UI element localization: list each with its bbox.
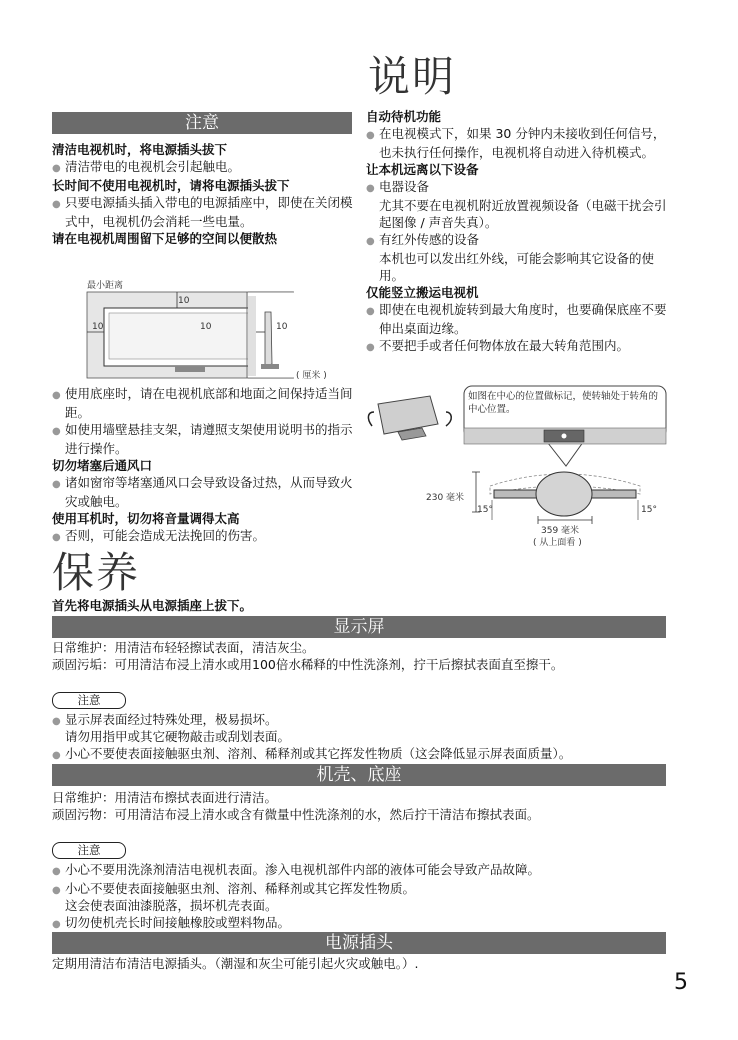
caution-left-column-2 — [52, 385, 354, 546]
clearance-right: 10 — [200, 322, 212, 332]
cabinet-bullet-rubber: ● 切勿使机壳长时间接触橡胶或塑料物品。 — [52, 915, 291, 930]
bullet-stand-edge: ● 即使在电视机旋转到最大角度时，也要确保底座不要伸出桌面边缘。 — [366, 301, 668, 337]
note-infrared: 本机也可以发出红外线，可能会影响其它设备的使用。 — [379, 251, 655, 283]
display-stubborn-dirt: 顽固污垢：可用清洁布浸上清水或用100倍水稀释的中性洗涤剂，拧干后擦拭表面直至擦干。 — [52, 657, 564, 672]
clearance-left: 10 — [92, 322, 104, 332]
bullet-electrical-devices: ● 电器设备 — [366, 178, 668, 197]
angle-left-label: 15° — [477, 505, 493, 515]
right-column — [366, 108, 668, 356]
bullet-stand-gap: ● 使用底座时，请在电视机底部和地面之间保持适当间距。 — [52, 385, 354, 421]
page-title: 说明 — [368, 52, 457, 101]
bullet-infrared-devices: ● 有红外传感的设备 — [366, 231, 668, 250]
bullet-rotation-range: ● 不要把手或者任何物体放在最大转角范围内。 — [366, 337, 668, 356]
plug-bar: 电源插头 — [52, 932, 666, 954]
cabinet-caution-label: 注意 — [52, 842, 126, 859]
tv-swivel-illustration — [368, 396, 451, 440]
display-bar: 显示屏 — [52, 616, 666, 638]
cabinet-bullet-chemicals-cont: 这会使表面油漆脱落，损坏机壳表面。 — [65, 898, 278, 913]
heading-auto-standby: 自动待机功能 — [366, 109, 442, 124]
unit-label-cm: ( 厘米 ) — [296, 371, 327, 381]
caution-header-bar: 注意 — [52, 112, 352, 134]
heading-long-unused: 长时间不使用电视机时，请将电源插头拔下 — [52, 178, 290, 193]
care-title: 保养 — [52, 548, 141, 597]
bullet-wall-bracket: ● 如使用墙壁悬挂支架，请遵照支架使用说明书的指示进行操作。 — [52, 421, 354, 457]
cabinet-bullet-detergent: ● 小心不要用洗涤剂清洁电视机表面。渗入电视机部件内部的液体可能会导致产品故障。 — [52, 862, 541, 877]
rotation-callout: 如图在中心的位置做标记，使转轴处于转角的中心位置。 — [468, 391, 659, 415]
cabinet-bar: 机壳、底座 — [52, 764, 666, 786]
heading-clean-unplug: 清洁电视机时，将电源插头拔下 — [52, 142, 228, 157]
min-distance-label: 最小距离 — [87, 281, 124, 291]
plug-clean-line: 定期用清洁布清洁电源插头。（潮湿和灰尘可能引起火灾或触电。）. — [52, 956, 419, 971]
bullet-auto-standby: ● 在电视模式下，如果 30 分钟内未接收到任何信号，也未执行任何操作，电视机将自动进入待机模式。 — [366, 125, 668, 161]
display-bullet-fragile: ● 显示屏表面经过特殊处理，极易损坏。 — [52, 712, 278, 727]
width-label: 359 毫米 — [541, 526, 580, 536]
bullet-hearing-damage: ● 否则，可能会造成无法挽回的伤害。 — [52, 527, 354, 546]
clearance-diagram — [82, 288, 352, 380]
cabinet-stubborn-dirt: 顽固污物：可用清洁布浸上清水或含有微量中性洗涤剂的水，然后拧干清洁布擦拭表面。 — [52, 807, 540, 822]
bullet-clean-shock: ● 清洁带电的电视机会引起触电。 — [52, 158, 354, 177]
care-intro: 首先将电源插头从电源插座上拔下。 — [52, 598, 253, 613]
heading-headphone-volume: 使用耳机时，切勿将音量调得太高 — [52, 511, 240, 526]
cabinet-daily-care: 日常维护：用清洁布擦拭表面进行清洁。 — [52, 790, 278, 805]
clearance-back: 10 — [276, 322, 288, 332]
heading-keep-away: 让本机远离以下设备 — [366, 162, 479, 177]
view-label: ( 从上面看 ) — [533, 538, 582, 548]
angle-right-label: 15° — [641, 505, 657, 515]
page-number: 5 — [674, 970, 688, 995]
display-caution-label: 注意 — [52, 692, 126, 709]
heading-ventilation-space: 请在电视机周围留下足够的空间以便散热 — [52, 231, 278, 246]
bullet-standby-power: ● 只要电源插头插入带电的电源插座中，即使在关闭模式中，电视机仍会消耗一些电量。 — [52, 194, 354, 230]
clearance-top: 10 — [178, 296, 190, 306]
heading-carry-upright: 仅能竖立搬运电视机 — [366, 285, 479, 300]
display-bullet-fragile-cont: 请勿用指甲或其它硬物敲击或刮划表面。 — [65, 729, 291, 744]
display-daily-care: 日常维护：用清洁布轻轻擦试表面，清洁灰尘。 — [52, 640, 315, 655]
heading-no-block-vent: 切勿堵塞后通风口 — [52, 458, 153, 473]
note-video-devices: 尤其不要在电视机附近放置视频设备（电磁干扰会引起图像 / 声音失真）。 — [379, 198, 667, 230]
depth-label: 230 毫米 — [426, 493, 465, 503]
cabinet-bullet-chemicals: ● 小心不要使表面接触驱虫剂、溶剂、稀释剂或其它挥发性物质。 — [52, 881, 416, 896]
caution-left-column — [52, 141, 354, 247]
bullet-curtain-overheat: ● 诸如窗帘等堵塞通风口会导致设备过热，从而导致火灾或触电。 — [52, 474, 354, 510]
display-bullet-chemicals: ● 小心不要使表面接触驱虫剂、溶剂、稀释剂或其它挥发性物质（这会降低显示屏表面质量）。 — [52, 746, 572, 761]
